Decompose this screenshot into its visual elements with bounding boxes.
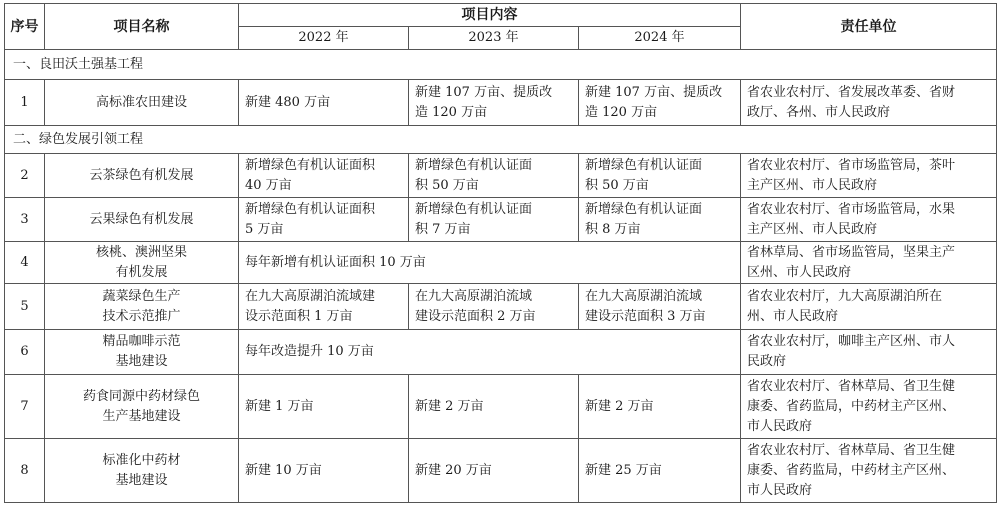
responsible-unit-line: 省农业农村厅、省林草局、省卫生健 [747, 442, 956, 458]
content-2023 [409, 80, 579, 126]
row-number: 5 [5, 284, 45, 330]
responsible-unit-line: 省农业农村厅、省市场监管局，水果 [747, 201, 956, 217]
content-all-years [239, 242, 741, 284]
content-2023-line: 新增绿色有机认证面 [415, 201, 533, 217]
responsible-unit-line: 主产区州、市人民政府 [747, 221, 878, 237]
content-2024-line: 建设示范面积 3 万亩 [585, 308, 706, 324]
project-name-line: 蔬菜绿色生产 [102, 288, 181, 304]
project-name [45, 198, 239, 242]
section-title: 二、绿色发展引领工程 [5, 126, 997, 154]
row-number: 3 [5, 198, 45, 242]
content-all-years-line: 每年改造提升 10 万亩 [245, 344, 374, 359]
content-2023-line: 新增绿色有机认证面 [415, 157, 533, 173]
content-2024-line: 在九大高原湖泊流域 [585, 288, 703, 304]
content-all-years-line: 每年新增有机认证面积 10 万亩 [245, 254, 426, 270]
project-name [45, 284, 239, 330]
table-row [5, 330, 997, 375]
project-name [45, 242, 239, 284]
content-2022 [239, 80, 409, 126]
table-body [5, 50, 997, 503]
content-2023 [409, 439, 579, 503]
row-number: 4 [5, 242, 45, 284]
project-name-line: 核桃、澳洲坚果 [95, 244, 187, 260]
content-2022-line: 新建 480 万亩 [245, 94, 331, 110]
responsible-unit [741, 154, 997, 198]
table-row [5, 154, 997, 198]
responsible-unit-line: 省农业农村厅、省发展改革委、省财 [747, 84, 956, 100]
responsible-unit-line: 省农业农村厅、省林草局、省卫生健 [747, 378, 956, 394]
row-number: 8 [5, 439, 45, 503]
header-seq: 序号 [5, 4, 45, 50]
content-2023-line: 新建 20 万亩 [415, 462, 492, 478]
content-2024-line: 积 8 万亩 [585, 221, 641, 237]
responsible-unit-line: 康委、省药监局，中药材主产区州、 [747, 398, 956, 414]
content-2023 [409, 198, 579, 242]
responsible-unit-line: 政厅、各州、市人民政府 [747, 104, 891, 120]
project-name [45, 375, 239, 439]
content-2023 [409, 375, 579, 439]
responsible-unit [741, 375, 997, 439]
project-name [45, 154, 239, 198]
content-2022-line: 在九大高原湖泊流域建 [245, 288, 376, 304]
header-year-2023: 2023 年 [409, 27, 579, 50]
header-year-2022: 2022 年 [239, 27, 409, 50]
responsible-unit-line: 市人民政府 [747, 418, 813, 434]
project-table [4, 3, 997, 503]
content-2024-line: 造 120 万亩 [585, 104, 658, 120]
responsible-unit-line: 康委、省药监局，中药材主产区州、 [747, 462, 956, 478]
content-2024 [579, 439, 741, 503]
content-2024 [579, 80, 741, 126]
header-unit: 责任单位 [741, 4, 997, 50]
table-row [5, 284, 997, 330]
project-name-line: 高标准农田建设 [95, 94, 187, 110]
content-2022 [239, 198, 409, 242]
table-row [5, 375, 997, 439]
content-2022 [239, 154, 409, 198]
content-2023-line: 建设示范面积 2 万亩 [415, 308, 536, 324]
responsible-unit-line: 区州、市人民政府 [747, 264, 852, 280]
content-2024 [579, 198, 741, 242]
row-number: 6 [5, 330, 45, 375]
content-2022-line: 新增绿色有机认证面积 [245, 157, 376, 173]
responsible-unit-line: 市人民政府 [747, 482, 813, 498]
responsible-unit [741, 330, 997, 375]
project-name [45, 330, 239, 375]
content-2022-line: 40 万亩 [245, 177, 292, 193]
row-number: 1 [5, 80, 45, 126]
responsible-unit-line: 省林草局、省市场监管局，坚果主产 [747, 244, 956, 260]
project-name-line: 基地建设 [115, 472, 168, 488]
content-2024 [579, 154, 741, 198]
content-2022 [239, 439, 409, 503]
project-name-line: 精品咖啡示范 [102, 334, 181, 349]
content-2022-line: 新建 10 万亩 [245, 462, 322, 478]
content-2023 [409, 154, 579, 198]
content-2024 [579, 284, 741, 330]
project-name-line: 标准化中药材 [102, 452, 181, 468]
header-content: 项目内容 [239, 4, 741, 27]
project-name-line: 云茶绿色有机发展 [89, 167, 194, 183]
table-row [5, 198, 997, 242]
content-2023-line: 积 50 万亩 [415, 177, 479, 193]
section-title: 一、良田沃土强基工程 [5, 50, 997, 80]
table-row [5, 80, 997, 126]
project-name [45, 80, 239, 126]
table-row [5, 242, 997, 284]
content-2023-line: 在九大高原湖泊流域 [415, 288, 533, 304]
content-2023 [409, 284, 579, 330]
row-number: 2 [5, 154, 45, 198]
responsible-unit [741, 284, 997, 330]
project-name-line: 有机发展 [115, 264, 168, 280]
project-name-line: 云果绿色有机发展 [89, 211, 194, 227]
responsible-unit-line: 民政府 [747, 354, 787, 369]
content-2022-line: 设示范面积 1 万亩 [245, 308, 353, 324]
row-number: 7 [5, 375, 45, 439]
responsible-unit [741, 242, 997, 284]
project-name-line: 技术示范推广 [102, 308, 181, 324]
responsible-unit-line: 主产区州、市人民政府 [747, 177, 878, 193]
header-name: 项目名称 [45, 4, 239, 50]
responsible-unit-line: 省农业农村厅，咖啡主产区州、市人 [747, 334, 956, 349]
content-2023-line: 积 7 万亩 [415, 221, 471, 237]
content-2022-line: 新建 1 万亩 [245, 398, 314, 414]
content-2024-line: 新建 2 万亩 [585, 398, 654, 414]
content-2022-line: 5 万亩 [245, 221, 284, 237]
responsible-unit [741, 198, 997, 242]
content-2023-line: 新建 2 万亩 [415, 398, 484, 414]
section-row [5, 50, 997, 80]
content-2023-line: 新建 107 万亩、提质改 [415, 84, 553, 100]
responsible-unit [741, 80, 997, 126]
content-2024-line: 新增绿色有机认证面 [585, 157, 703, 173]
content-2022 [239, 375, 409, 439]
table-row [5, 439, 997, 503]
project-name-line: 药食同源中药材绿色 [82, 388, 200, 404]
responsible-unit-line: 州、市人民政府 [747, 308, 839, 324]
content-2023-line: 造 120 万亩 [415, 104, 488, 120]
content-2024-line: 新增绿色有机认证面 [585, 201, 703, 217]
section-row [5, 126, 997, 154]
header-year-2024: 2024 年 [579, 27, 741, 50]
content-2022 [239, 284, 409, 330]
content-all-years [239, 330, 741, 375]
responsible-unit-line: 省农业农村厅、省市场监管局，茶叶 [747, 157, 956, 173]
content-2024-line: 新建 107 万亩、提质改 [585, 84, 723, 100]
content-2024-line: 新建 25 万亩 [585, 462, 662, 478]
project-name [45, 439, 239, 503]
content-2022-line: 新增绿色有机认证面积 [245, 201, 376, 217]
content-2024-line: 积 50 万亩 [585, 177, 649, 193]
responsible-unit [741, 439, 997, 503]
project-name-line: 基地建设 [115, 354, 168, 369]
project-name-line: 生产基地建设 [102, 408, 181, 424]
responsible-unit-line: 省农业农村厅，九大高原湖泊所在 [747, 288, 943, 304]
content-2024 [579, 375, 741, 439]
